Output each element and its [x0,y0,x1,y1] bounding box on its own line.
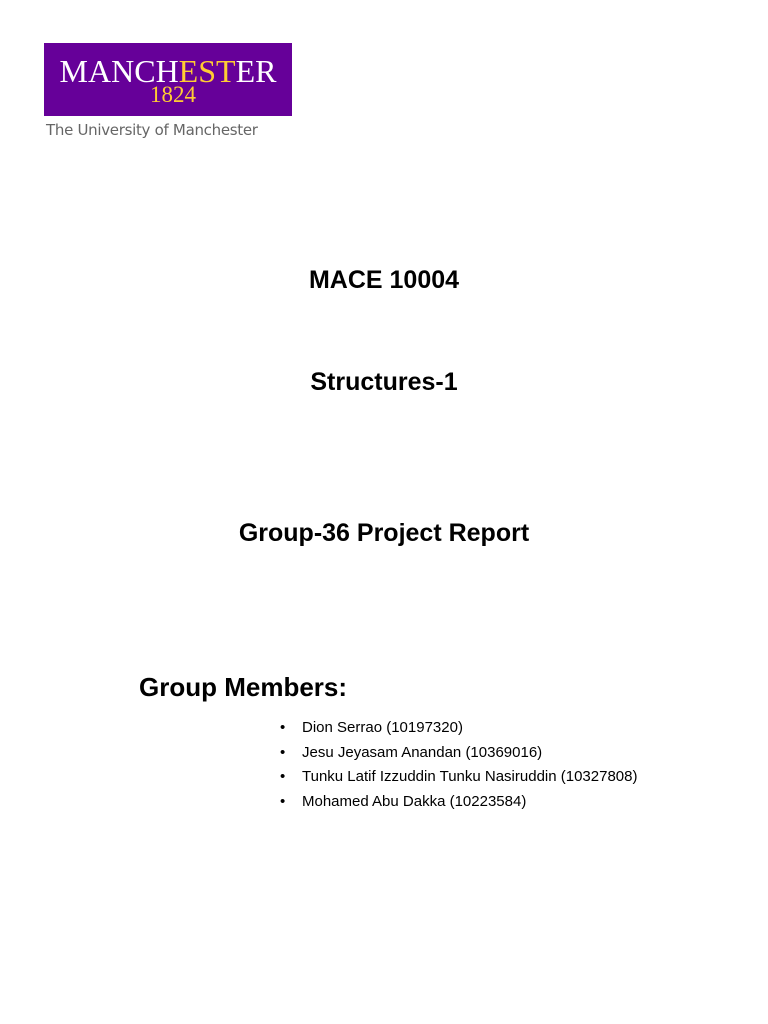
bullet-icon: • [280,719,286,736]
bullet-icon: • [280,792,286,810]
report-title: Group-36 Project Report [238,519,530,547]
member-item [277,790,638,815]
module-name: Structures-1 [310,368,458,396]
bullet-icon: • [280,768,286,785]
course-code: MACE 10004 [308,266,460,294]
logo-word-highlight: EST [178,53,236,89]
logo-year: 1824 [150,82,196,107]
member-item [277,741,638,766]
members-heading: Group Members: [139,672,348,702]
university-logo [44,43,292,116]
logo-word-prefix: MANCH [59,53,179,89]
bullet-icon: • [280,743,286,761]
member-name: Mohamed Abu Dakka (10223584) [302,792,527,810]
member-name: Dion Serrao (10197320) [302,719,463,736]
members-list [277,716,638,814]
member-name: Jesu Jeyasam Anandan (10369016) [302,743,543,761]
logo-word-suffix: ER [235,53,277,89]
member-item [277,716,638,741]
member-item [277,765,638,790]
logo-caption: The University of Manchester [46,121,258,139]
member-name: Tunku Latif Izzuddin Tunku Nasiruddin (10327808) [302,768,638,785]
